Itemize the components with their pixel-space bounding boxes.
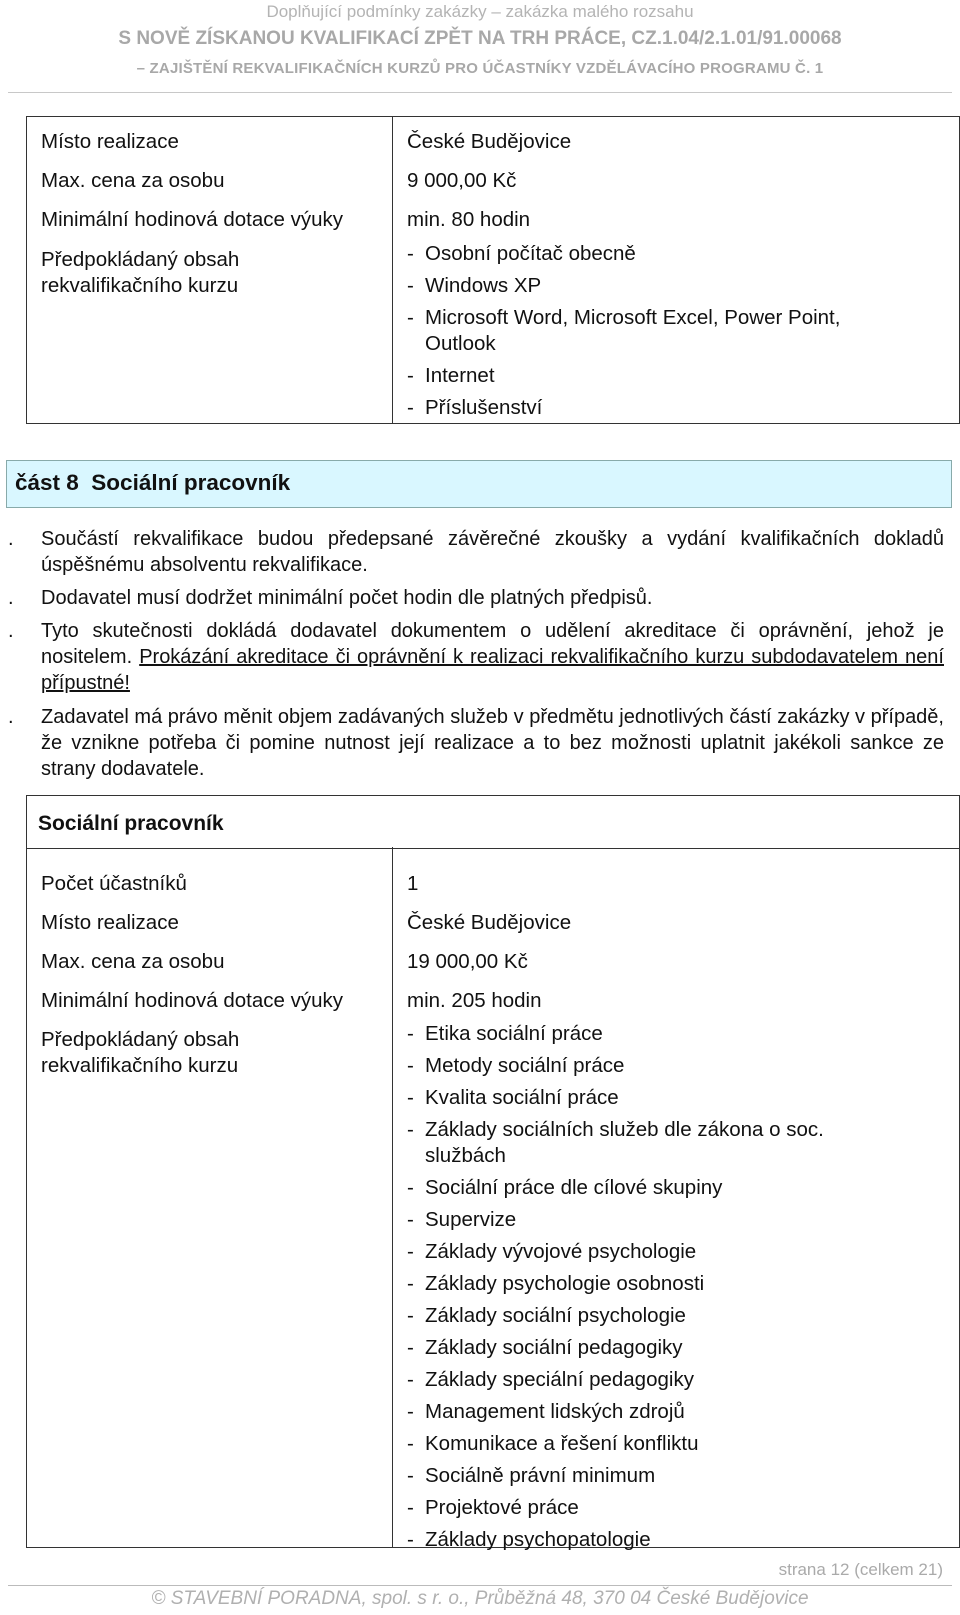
table-divider bbox=[392, 117, 393, 423]
misto-value: České Budějovice bbox=[407, 130, 572, 153]
list-item: - Etika sociální práce bbox=[407, 1021, 877, 1047]
paragraph-text: Tyto skutečnosti dokládá dodavatel dokumentem o udělení akreditace či oprávnění, jehož je nositelem. bbox=[41, 620, 944, 668]
dotace-label: Minimální hodinová dotace výuky bbox=[41, 989, 343, 1012]
pocet-value: 1 bbox=[407, 872, 419, 895]
course-table-2 bbox=[26, 847, 960, 1551]
obsah-list bbox=[407, 241, 907, 421]
list-item: - Projektové práce bbox=[407, 1495, 877, 1521]
section-title: část 8 Sociální pracovník bbox=[15, 470, 291, 495]
paragraph-warning: Prokázání akreditace či oprávnění k realizaci rekvalifikačního kurzu subdodavatelem není přípustné! bbox=[41, 646, 944, 694]
misto-value: České Budějovice bbox=[407, 911, 572, 934]
misto-label: Místo realizace bbox=[41, 130, 179, 153]
obsah-list bbox=[407, 1021, 877, 1553]
paragraph-text: Zadavatel má právo měnit objem zadávaných služeb v předmětu jednotlivých částí zakázky v případě, že vznikne potřeba či pomine nutnost její realizace a to bez možnosti uplatnit jakékoli sankce ze strany dodavatele. bbox=[41, 706, 944, 780]
obsah-label-line2: rekvalifikačního kurzu bbox=[41, 274, 239, 297]
obsah-label-line1: Předpokládaný obsah bbox=[41, 1028, 240, 1051]
cena-value: 9 000,00 Kč bbox=[407, 169, 517, 192]
cena-label: Max. cena za osobu bbox=[41, 950, 225, 973]
table-divider bbox=[392, 847, 393, 1547]
obsah-label bbox=[41, 1027, 239, 1079]
course-table-1 bbox=[26, 116, 960, 424]
paragraph-zadavatel bbox=[8, 704, 944, 782]
paragraph-hodiny bbox=[8, 585, 944, 611]
dotace-value: min. 80 hodin bbox=[407, 208, 531, 231]
list-item: - Základy speciální pedagogiky bbox=[407, 1367, 877, 1393]
list-item: - Windows XP bbox=[407, 273, 907, 299]
bullet: . bbox=[8, 706, 14, 728]
header-project: S NOVĚ ZÍSKANOU KVALIFIKACÍ ZPĚT NA TRH PRÁCE, CZ.1.04/2.1.01/91.00068 bbox=[118, 28, 842, 49]
list-item: - Příslušenství bbox=[407, 395, 907, 421]
list-item: - Metody sociální práce bbox=[407, 1053, 877, 1079]
list-item: - Internet bbox=[407, 363, 907, 389]
section-header bbox=[6, 460, 952, 508]
bullet: . bbox=[8, 528, 14, 550]
paragraph-text: Součástí rekvalifikace budou předepsané závěrečné zkoušky a vydání kvalifikačních dokladů úspěšnému absolventu rekvalifikace. bbox=[41, 528, 944, 576]
obsah-label bbox=[41, 247, 239, 299]
obsah-label-line1: Předpokládaný obsah bbox=[41, 248, 240, 271]
list-item: - Management lidských zdrojů bbox=[407, 1399, 877, 1425]
page-number: strana 12 (celkem 21) bbox=[778, 1560, 943, 1579]
dotace-label: Minimální hodinová dotace výuky bbox=[41, 208, 343, 231]
paragraph-text: Dodavatel musí dodržet minimální počet hodin dle platných předpisů. bbox=[41, 587, 653, 609]
header-divider bbox=[8, 92, 952, 93]
list-item: - Kvalita sociální práce bbox=[407, 1085, 877, 1111]
course-title: Sociální pracovník bbox=[38, 812, 224, 835]
list-item: - Základy sociálních služeb dle zákona o soc. službách bbox=[407, 1117, 877, 1169]
header-title: Doplňující podmínky zakázky – zakázka malého rozsahu bbox=[266, 2, 694, 21]
paragraph-akreditace bbox=[8, 618, 944, 696]
list-item: - Komunikace a řešení konfliktu bbox=[407, 1431, 877, 1457]
misto-label: Místo realizace bbox=[41, 911, 179, 934]
paragraph-zkousky bbox=[8, 526, 944, 578]
pocet-label: Počet účastníků bbox=[41, 872, 187, 895]
dotace-value: min. 205 hodin bbox=[407, 989, 542, 1012]
paragraph-body bbox=[41, 618, 944, 696]
list-item: - Sociální práce dle cílové skupiny bbox=[407, 1175, 877, 1201]
list-item: - Osobní počítač obecně bbox=[407, 241, 907, 267]
bullet: . bbox=[8, 587, 14, 609]
cena-value: 19 000,00 Kč bbox=[407, 950, 528, 973]
list-item: - Základy psychopatologie bbox=[407, 1527, 877, 1553]
bullet: . bbox=[8, 620, 14, 642]
list-item: - Základy psychologie osobnosti bbox=[407, 1271, 877, 1297]
list-item: - Základy vývojové psychologie bbox=[407, 1239, 877, 1265]
obsah-label-line2: rekvalifikačního kurzu bbox=[41, 1054, 239, 1077]
footer-copyright: © STAVEBNÍ PORADNA, spol. s r. o., Průběžná 48, 370 04 České Budějovice bbox=[151, 1588, 809, 1609]
list-item: - Základy sociální pedagogiky bbox=[407, 1335, 877, 1361]
course-title-box bbox=[26, 795, 960, 849]
list-item: - Supervize bbox=[407, 1207, 877, 1233]
list-item: - Microsoft Word, Microsoft Excel, Power Point, Outlook bbox=[407, 305, 907, 357]
list-item: - Sociálně právní minimum bbox=[407, 1463, 877, 1489]
header-subtitle: – ZAJIŠTĚNÍ REKVALIFIKAČNÍCH KURZŮ PRO ÚČASTNÍKY VZDĚLÁVACÍHO PROGRAMU Č. 1 bbox=[136, 60, 824, 77]
footer-divider bbox=[8, 1585, 952, 1586]
list-item: - Základy sociální psychologie bbox=[407, 1303, 877, 1329]
cena-label: Max. cena za osobu bbox=[41, 169, 225, 192]
